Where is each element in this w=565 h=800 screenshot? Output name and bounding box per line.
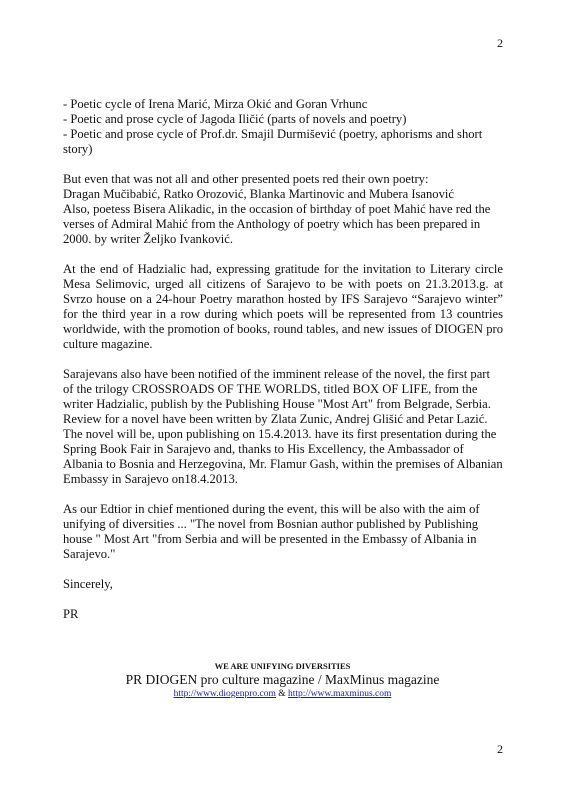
link-separator: & <box>278 689 286 699</box>
maxminus-link[interactable]: http://www.maxminus.com <box>288 689 392 699</box>
poets-line: But even that was not all and other presented poets red their own poetry: <box>63 172 429 186</box>
footer <box>0 660 565 701</box>
document-body <box>63 97 503 637</box>
page-number-top: 2 <box>497 36 503 50</box>
poets-also: Also, poetess Bisera Alikadic, in the occasion of birthday of poet Mahić have red the verses of Admiral Mahić from the Anthology of poetry which has been prepared in 2000. by writer Željko Ivanković. <box>63 202 491 246</box>
paragraph-poets <box>63 172 503 247</box>
program-list <box>63 97 503 157</box>
diogenpro-link[interactable]: http://www.diogenpro.com <box>173 689 276 699</box>
footer-magazine: PR DIOGEN pro culture magazine / MaxMinus magazine <box>125 672 440 687</box>
paragraph-novel: Sarajevans also have been notified of the imminent release of the novel, the first part of the trilogy CROSSROADS OF THE WORLDS, titled BOX OF LIFE, from the writer Hadzialic, publish by the Publishing House "Most Art" from Belgrade, Serbia. Review for a novel have been written by Zlata Zunic, Andrej Glišić and Petar Lazić. The novel will be, upon publishing on 15.4.2013. have its first presentation during the Spring Book Fair in Sarajevo and, thanks to His Excellency, the Ambassador of Albania to Bosnia and Herzegovina, Mr. Flamur Gash, within the premises of Albanian Embassy in Sarajevo on18.4.2013. <box>63 367 503 486</box>
page-number-bottom: 2 <box>497 742 503 756</box>
footer-links <box>0 688 565 701</box>
footer-tagline: WE ARE UNIFYING DIVERSITIES <box>214 661 351 671</box>
signature: PR <box>63 607 79 621</box>
paragraph-marathon: At the end of Hadzialic had, expressing gratitude for the invitation to Literary circle Mesa Selimovic, urged all citizens of Sarajevo to be with poets on 21.3.2013.g. at Svrzo house on a 24-hour Poetry marathon hosted by IFS Sarajevo “Sarajevo winter” for the third year in a row during which poets will be represented from 13 countries worldwide, with the promotion of books, round tables, and new issues of DIOGEN pro culture magazine. <box>63 262 503 351</box>
list-item: - Poetic and prose cycle of Prof.dr. Smajil Durmišević (poetry, aphorisms and short story) <box>63 127 483 156</box>
poets-names: Dragan Mučibabić, Ratko Orozović, Blanka Martinovic and Mubera Isanović <box>63 187 454 201</box>
list-item: - Poetic cycle of Irena Marić, Mirza Okić and Goran Vrhunc <box>63 97 368 111</box>
list-item: - Poetic and prose cycle of Jagoda Iličić (parts of novels and poetry) <box>63 112 407 126</box>
closing: Sincerely, <box>63 577 113 591</box>
paragraph-editor: As our Edtior in chief mentioned during the event, this will be also with the aim of unifying of diversities ... "The novel from Bosnian author published by Publishing house " Most Art "from Serbia and will be presented in the Embassy of Albania in Sarajevo." <box>63 502 480 561</box>
